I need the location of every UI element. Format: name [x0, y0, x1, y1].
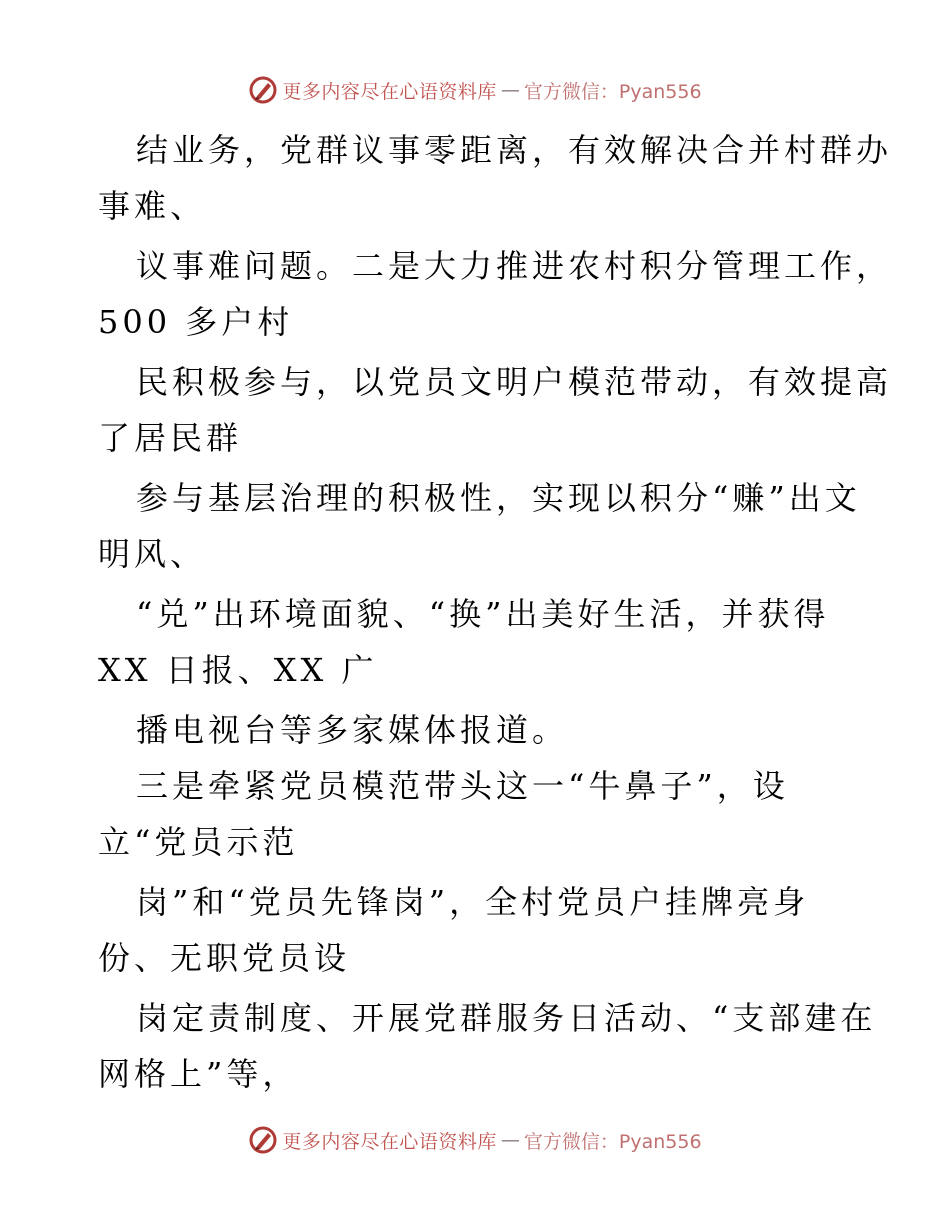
text-line: 明风、: [98, 535, 207, 573]
watermark-dash: —: [500, 79, 520, 101]
text-line: 网格上”等，: [98, 1055, 299, 1093]
text-line: “兑”出环境面貌、“换”出美好生活，并获得: [136, 595, 830, 633]
text-line: 结业务，党群议事零距离，有效解决合并村群办: [136, 131, 893, 169]
header-watermark: [0, 70, 950, 110]
text-line: 三是牵紧党员模范带头这一“牛鼻子”，设: [136, 767, 789, 805]
text-line: 事难、: [98, 187, 207, 225]
watermark-sub-text: 官方微信：Pyan556: [523, 80, 702, 103]
pen-logo-icon: [248, 75, 278, 105]
watermark-main-text: 更多内容尽在心语资料库: [282, 1130, 497, 1153]
watermark-dash: —: [500, 1129, 520, 1151]
pen-logo-icon: [248, 1125, 278, 1155]
footer-watermark: [0, 1120, 950, 1160]
watermark-main-text: 更多内容尽在心语资料库: [282, 80, 497, 103]
text-line: 参与基层治理的积极性，实现以积分“赚”出文: [136, 479, 861, 517]
text-line: 议事难问题。二是大力推进农村积分管理工作，: [136, 247, 893, 285]
text-line: XX 日报、XX 广: [98, 651, 378, 689]
text-line: 播电视台等多家媒体报道。: [136, 711, 569, 749]
text-line: 了居民群: [98, 419, 243, 457]
text-line: 份、无职党员设: [98, 939, 351, 977]
text-line: 岗”和“党员先锋岗”，全村党员户挂牌亮身: [136, 883, 810, 921]
text-line: 民积极参与，以党员文明户模范带动，有效提高: [136, 363, 893, 401]
watermark-sub-text: 官方微信：Pyan556: [523, 1130, 702, 1153]
text-line: 500 多户村: [98, 303, 294, 341]
text-line: 岗定责制度、开展党群服务日活动、“支部建在: [136, 999, 877, 1037]
text-line: 立“党员示范: [98, 823, 299, 861]
